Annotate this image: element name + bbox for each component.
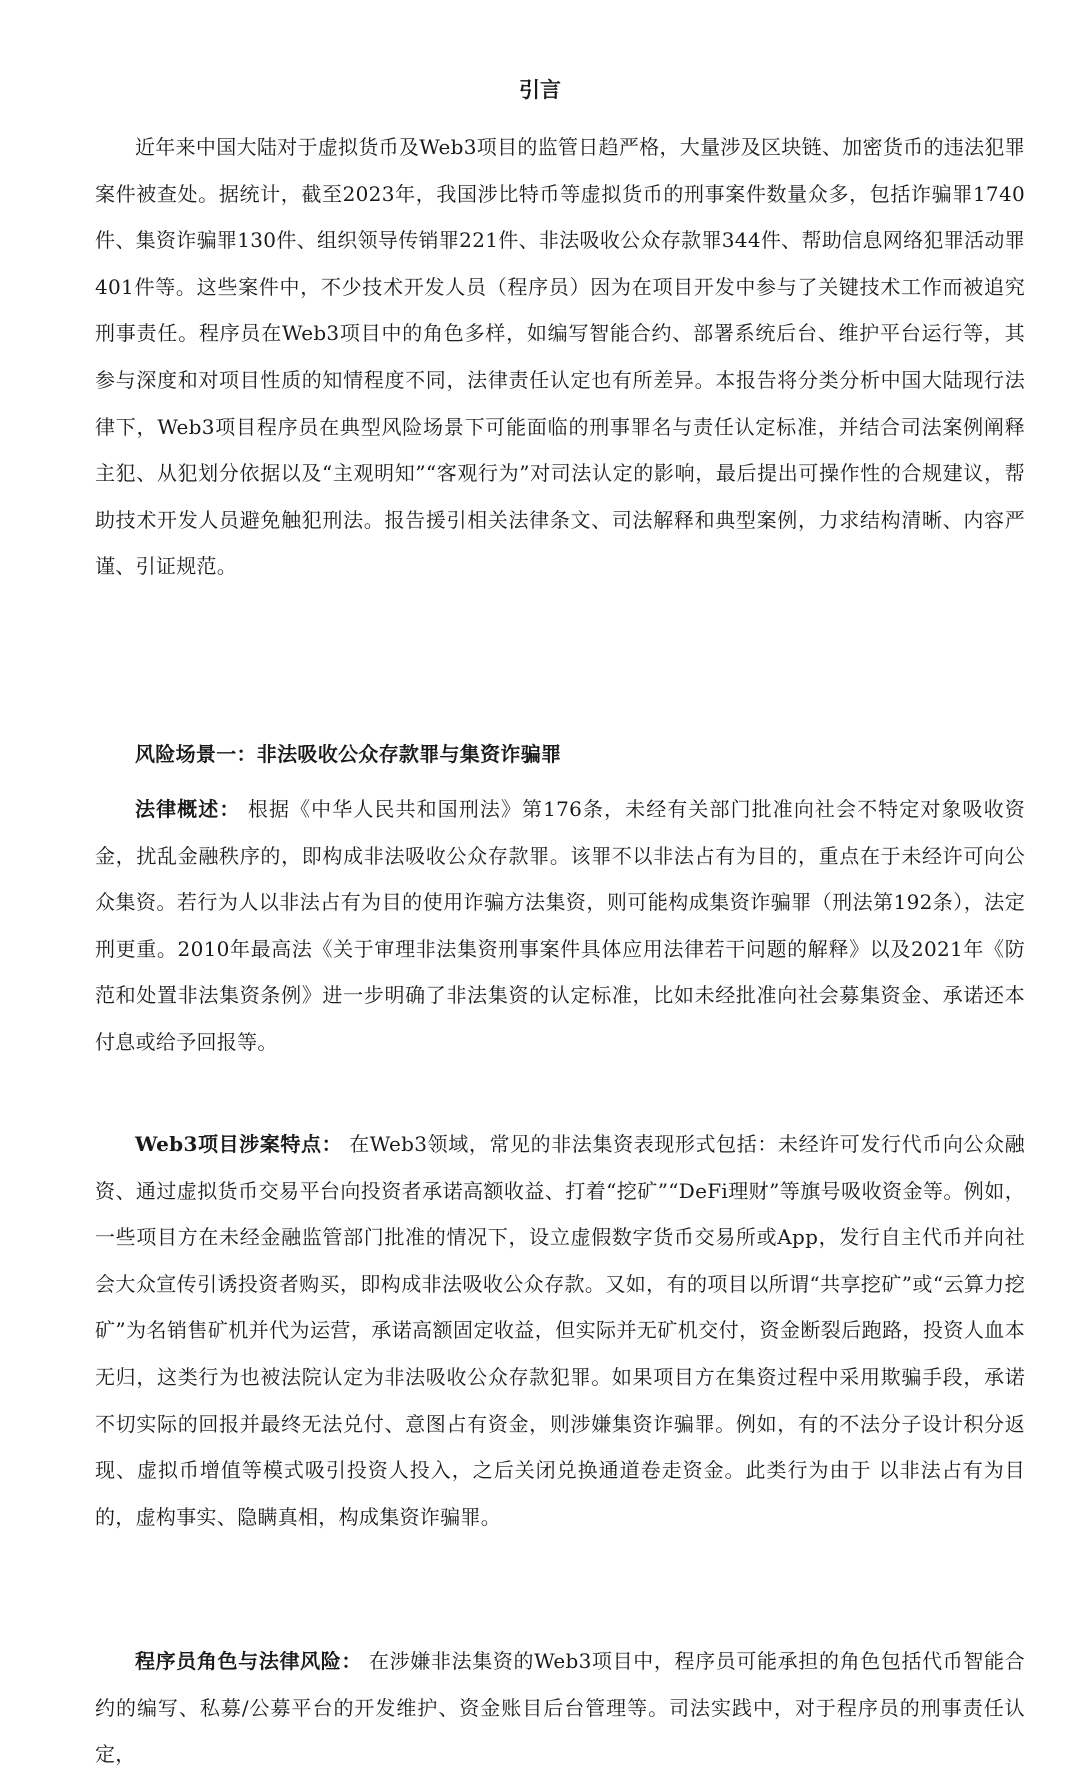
- paragraph-text: 根据《中华人民共和国刑法》第176条，未经有关部门批准向社会不特定对象吸收资金，扰乱金融秩序的，即构成非法吸收公众存款罪。该罪不以非法占有为目的，重点在于未经许可向公众集资。若行为人以非法占有为目的使用诈骗方法集资，则可能构成集资诈骗罪（刑法第192条），法定刑更重。2010年最高法《关于审理非法集资刑事案件具体应用法律若干问题的解释》以及2021年《防范和处置非法集资条例》进一步明确了非法集资的认定标准，比如未经批准向社会募集资金、承诺还本付息或给予回报等。: [95, 797, 1025, 1054]
- paragraph-text: 在涉嫌非法集资的Web3项目中，程序员可能承担的角色包括代币智能合约的编写、私募/公募平台的开发维护、资金账目后台管理等。司法实践中，对于程序员的刑事责任认定，: [95, 1649, 1025, 1767]
- programmer-role-paragraph: [95, 1638, 1025, 1778]
- paragraph-lead: 程序员角色与法律风险：: [135, 1649, 363, 1673]
- page-title: 引言: [519, 77, 561, 102]
- section-title: 风险场景一：非法吸收公众存款罪与集资诈骗罪: [135, 742, 562, 766]
- intro-paragraph: 近年来中国大陆对于虚拟货币及Web3项目的监管日趋严格，大量涉及区块链、加密货币的违法犯罪案件被查处。据统计，截至2023年，我国涉比特币等虚拟货币的刑事案件数量众多，包括诈骗罪1740件、集资诈骗罪130件、组织领导传销罪221件、非法吸收公众存款罪344件、帮助信息网络犯罪活动罪401件等。这些案件中，不少技术开发人员（程序员）因为在项目开发中参与了关键技术工作而被追究刑事责任。程序员在Web3项目中的角色多样，如编写智能合约、部署系统后台、维护平台运行等，其参与深度和对项目性质的知情程度不同，法律责任认定也有所差异。本报告将分类分析中国大陆现行法律下，Web3项目程序员在典型风险场景下可能面临的刑事罪名与责任认定标准，并结合司法案例阐释主犯、从犯划分依据以及“主观明知”“客观行为”对司法认定的影响，最后提出可操作性的合规建议，帮助技术开发人员避免触犯刑法。报告援引相关法律条文、司法解释和典型案例，力求结构清晰、内容严谨、引证规范。: [95, 135, 1025, 579]
- paragraph-lead: 法律概述：: [135, 797, 241, 821]
- legal-overview-paragraph: [95, 786, 1025, 1066]
- paragraph-text: 在Web3领域，常见的非法集资表现形式包括：未经许可发行代币向公众融资、通过虚拟货币交易平台向投资者承诺高额收益、打着“挖矿”“DeFi理财”等旗号吸收资金等。例如，一些项目方在未经金融监管部门批准的情况下，设立虚假数字货币交易所或App，发行自主代币并向社会大众宣传引诱投资者购买，即构成非法吸收公众存款。又如，有的项目以所谓“共享挖矿”或“云算力挖矿”为名销售矿机并代为运营，承诺高额固定收益，但实际并无矿机交付，资金断裂后跑路，投资人血本无归，这类行为也被法院认定为非法吸收公众存款犯罪。如果项目方在集资过程中采用欺骗手段，承诺不切实际的回报并最终无法兑付、意图占有资金，则涉嫌集资诈骗罪。例如，有的不法分子设计积分返现、虚拟币增值等模式吸引投资人投入，之后关闭兑换通道卷走资金。此类行为由于 以非法占有为目的，虚构事实、隐瞒真相，构成集资诈骗罪。: [95, 1132, 1025, 1529]
- web3-case-features-paragraph: [95, 1121, 1025, 1540]
- paragraph-lead: Web3项目涉案特点：: [135, 1132, 343, 1156]
